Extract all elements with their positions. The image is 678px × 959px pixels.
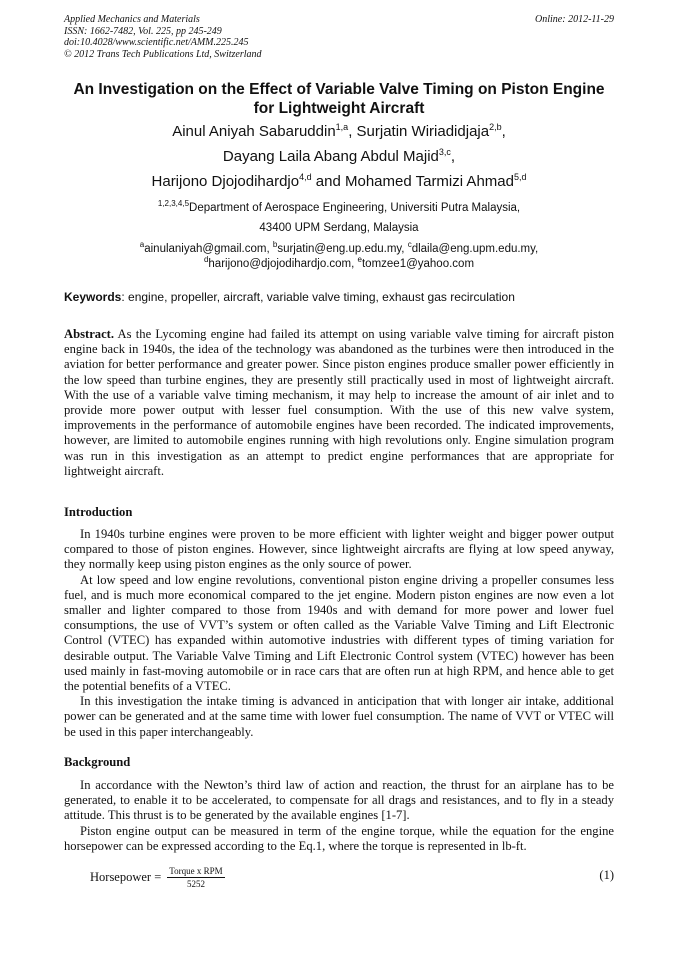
email-superscript: b xyxy=(272,240,278,250)
email: dlaila@eng.upm.edu.my, xyxy=(411,243,539,255)
affiliation-superscript: 1,2,3,4,5 xyxy=(157,199,190,209)
author-superscript: 5,d xyxy=(513,172,527,182)
email: surjatin@eng.up.edu.my, xyxy=(277,243,408,255)
author-name: Dayang Laila Abang Abdul Majid xyxy=(222,148,439,165)
keywords xyxy=(64,290,624,304)
paragraph: At low speed and low engine revolutions, conventional piston engine driving a propeller consumes less fuel, and is much more economical compared to the jet engine. Modern piston engines are now even a lot smaller and lighter compared to those from 1940s and with demand for more power and lower fuel consumptions, the use of VVT’s system or often called as the Variable Valve Timing and Lift Electronic Control (VTEC) has expanded within automotive industries with different types of timing variation for desirable output. The Variable Valve Timing and Lift Electronic Control system (VTEC) however has been used mainly in fast-moving automobile or in race cars that are often run at high RPM, and hence able to get the potential benefits of a VTEC. xyxy=(64,572,614,694)
author-name: Harijono Djojodihardjo xyxy=(151,173,300,190)
department: Department of Aerospace Engineering, Universiti Putra Malaysia, xyxy=(189,202,521,214)
author-superscript: 4,d xyxy=(299,172,312,182)
equation-fraction xyxy=(167,866,224,889)
paragraph: In 1940s turbine engines were proven to be more efficient with lighter weight and bigger power output compared to those of piston engines. However, since lightweight aircrafts are flying at low speed anyway, they normally keep using piston engines as the only source of power. xyxy=(64,527,614,572)
doi-line: doi:10.4028/www.scientific.net/AMM.225.245 xyxy=(64,37,249,48)
equation-number: (1) xyxy=(599,868,614,882)
background-body xyxy=(64,778,614,854)
paper-title xyxy=(55,80,623,118)
copyright-line: © 2012 Trans Tech Publications Ltd, Switzerland xyxy=(64,48,262,60)
email-superscript: e xyxy=(357,255,362,265)
paragraph: Piston engine output can be measured in term of the engine torque, while the equation for the engine horsepower can be expressed according to the Eq.1, where the torque is represented in lb-ft. xyxy=(64,823,614,853)
paragraph: In accordance with the Newton’s third law of action and reaction, the thrust for an airplane has to be generated, to enable it to be accelerated, to compensate for all drags and resistances, and to fly in a steady attitude. This thrust is to be generated by the available engines [1-7]. xyxy=(64,778,614,823)
author-line-2 xyxy=(40,146,638,168)
keywords-text: : engine, propeller, aircraft, variable valve timing, exhaust gas recirculation xyxy=(121,290,515,304)
author-superscript: 2,b xyxy=(489,122,502,132)
separator: , xyxy=(348,123,357,140)
affiliation-department xyxy=(40,201,638,215)
equation-lhs: Horsepower = xyxy=(90,870,162,884)
author-name: Surjatin Wiriadidjaja xyxy=(356,123,490,140)
paragraph: In this investigation the intake timing is advanced in anticipation that with longer air intake, additional power can be generated and at the same time with lower fuel consumption. The name of VVT or VTEC will be used in this paper interchangeably. xyxy=(64,694,614,739)
abstract xyxy=(64,327,614,479)
emails-line-1 xyxy=(40,242,638,256)
abstract-label: Abstract. xyxy=(64,327,115,341)
equation-1 xyxy=(90,866,225,889)
abstract-text: As the Lycoming engine had failed its attempt on using variable valve timing for aircraft piston engine back in 1940s, the idea of the technology was abandoned as the turbines were then introduced in the aviation for better performance and greater power. Since piston engines produce smaller power efficiently in the low speed than turbine engines, they are presently still practically used in most of lightweight aircraft. With the use of a variable valve timing mechanism, it may help to increase the amount of air inlet and to provide more power output with lesser fuel consumption. With the use of this new valve system, improvements in the performance of automobile engines have been recorded. The indicated improvements, however, are limited to automobile engines running with high revolutions only. Engine simulation program was run in this investigation as an attempt to predict engine performances that are appropriate for lightweight aircraft. xyxy=(64,327,614,478)
email: harijono@djojodihardjo.com, xyxy=(208,258,358,270)
emails-line-2 xyxy=(40,257,638,271)
title-line-1: An Investigation on the Effect of Variable Valve Timing on Piston Engine xyxy=(73,81,605,98)
online-date: Online: 2012-11-29 xyxy=(535,14,614,25)
equation-numerator: Torque x RPM xyxy=(169,866,223,876)
section-heading-background: Background xyxy=(64,755,131,769)
email-superscript: a xyxy=(139,240,145,250)
email-superscript: d xyxy=(203,255,209,265)
introduction-body xyxy=(64,527,614,740)
separator: , xyxy=(501,123,506,140)
author-superscript: 3,c xyxy=(438,147,451,157)
journal-name: Applied Mechanics and Materials xyxy=(64,14,200,25)
email: tomzee1@yahoo.com xyxy=(361,258,475,270)
keywords-label: Keywords xyxy=(64,290,122,304)
author-line-1 xyxy=(40,121,638,143)
author-line-3 xyxy=(40,171,638,193)
issn-line: ISSN: 1662-7482, Vol. 225, pp 245-249 xyxy=(64,25,222,37)
author-superscript: 1,a xyxy=(335,122,349,132)
equation-denominator: 5252 xyxy=(186,879,205,889)
email: ainulaniyah@gmail.com, xyxy=(144,243,273,255)
author-name: Mohamed Tarmizi Ahmad xyxy=(345,173,514,190)
journal-metadata xyxy=(64,14,262,60)
email-superscript: c xyxy=(407,240,412,250)
title-line-2: for Lightweight Aircraft xyxy=(253,100,425,117)
section-heading-introduction: Introduction xyxy=(64,505,133,519)
author-name: Ainul Aniyah Sabaruddin xyxy=(172,123,336,140)
separator: and xyxy=(311,173,345,190)
separator: , xyxy=(450,148,456,165)
affiliation-address: 43400 UPM Serdang, Malaysia xyxy=(259,222,419,234)
